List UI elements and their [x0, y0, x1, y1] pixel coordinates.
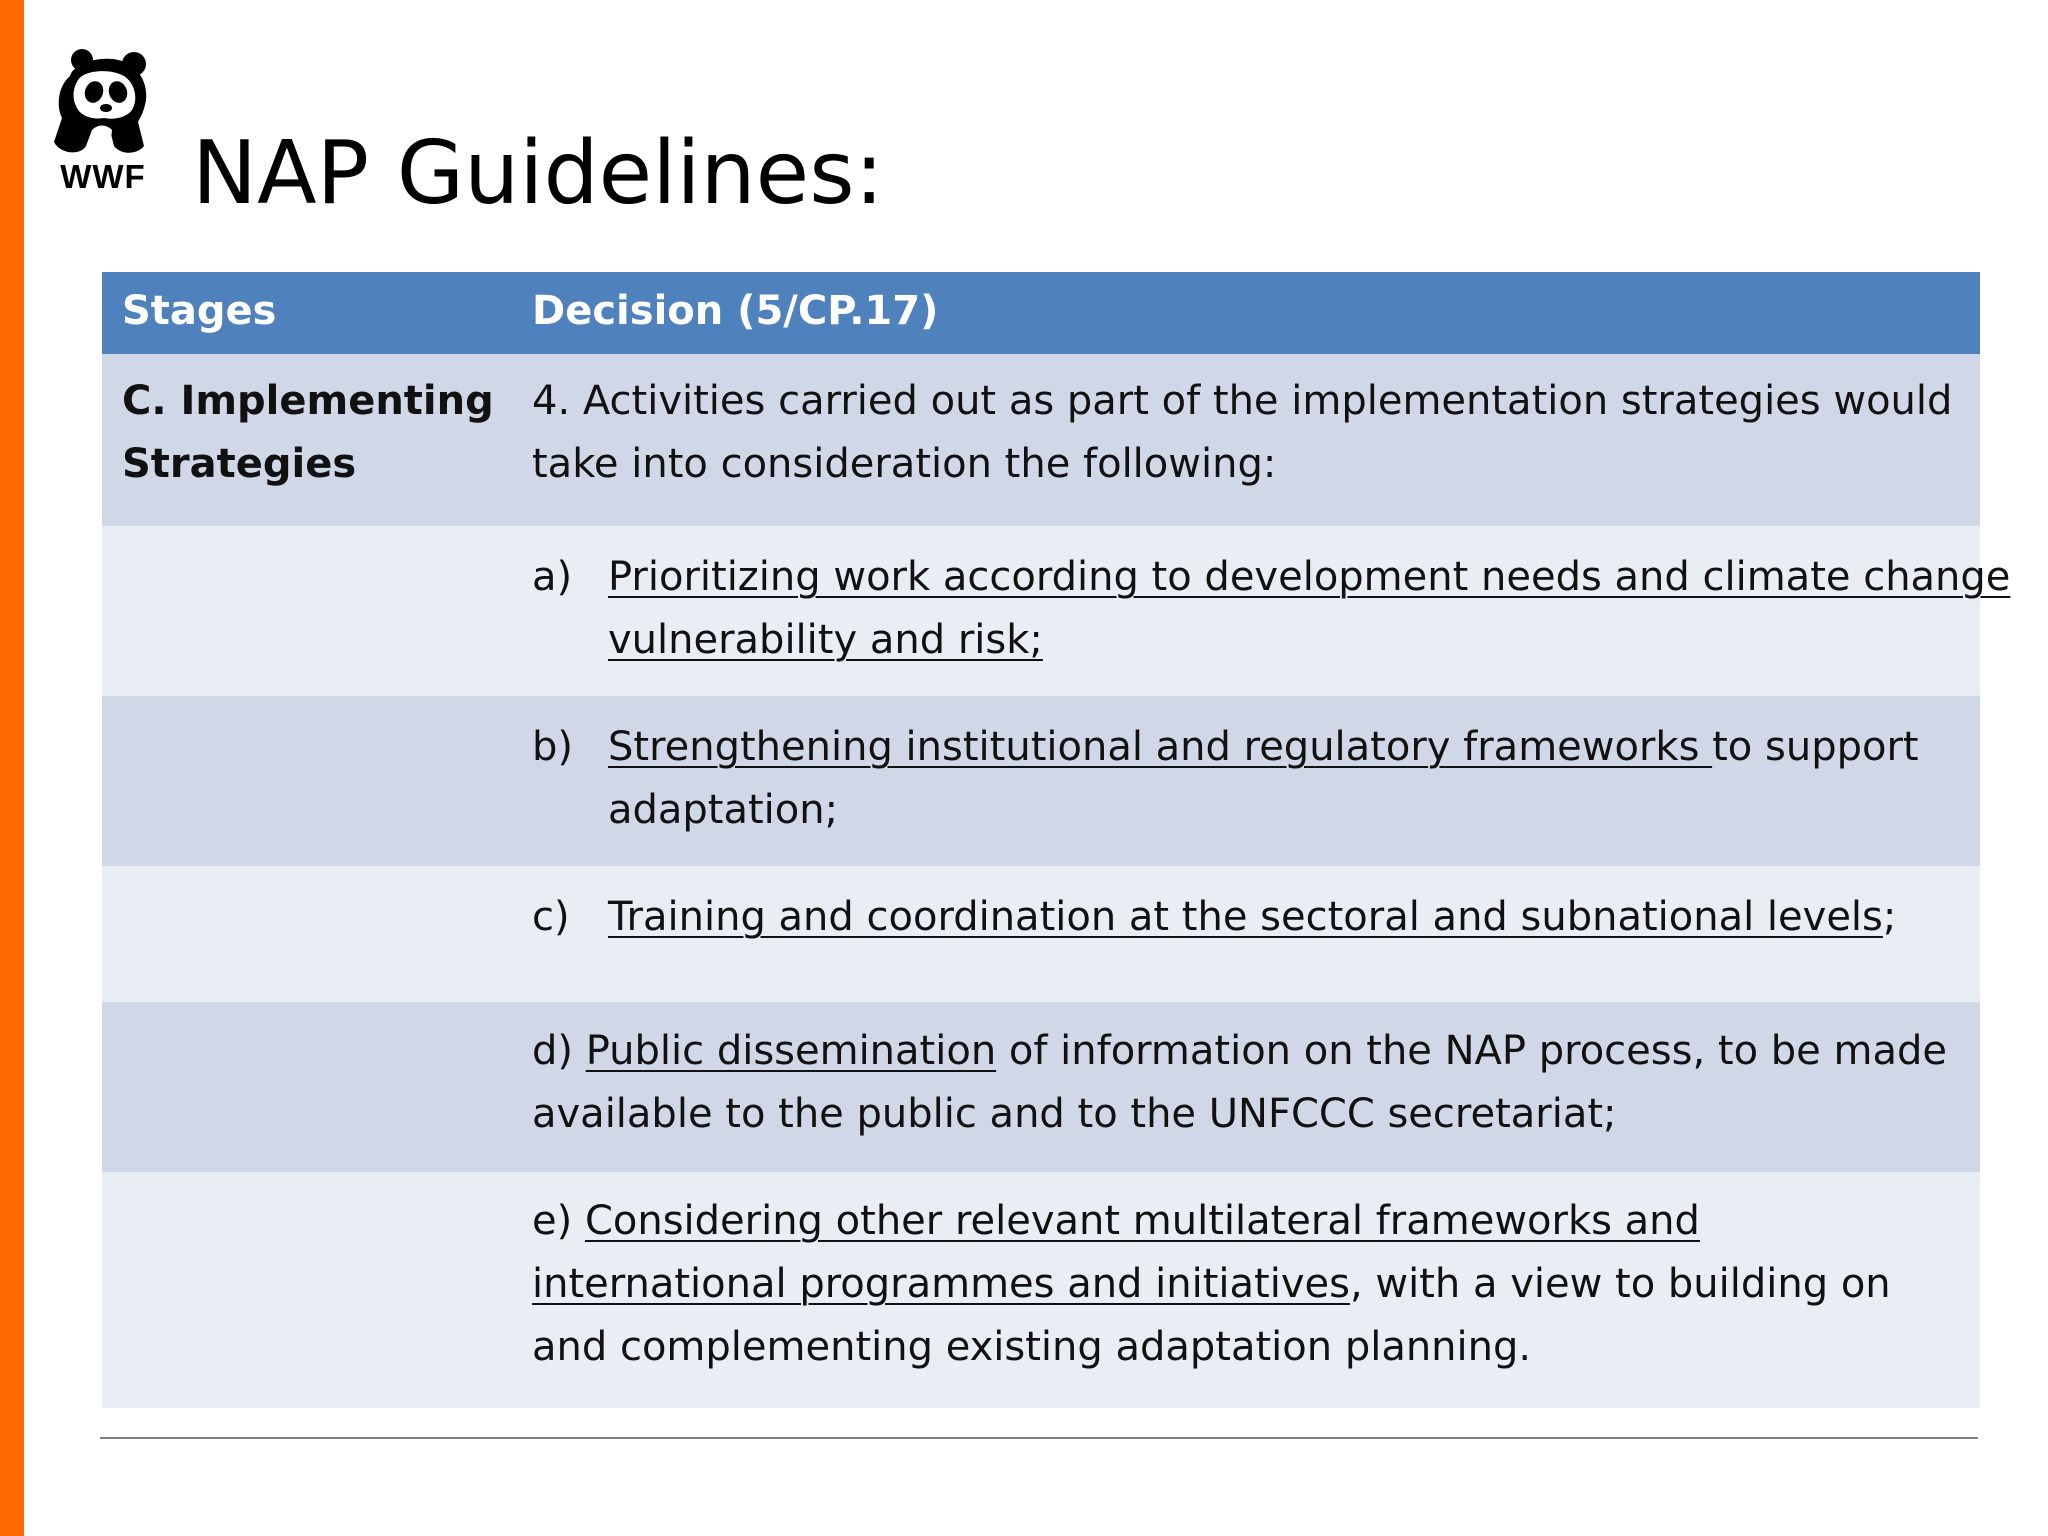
- item-underlined-text: Public dissemination: [585, 1028, 997, 1074]
- page-title: NAP Guidelines:: [192, 122, 884, 224]
- logo-text: WWF: [60, 158, 146, 195]
- header-stages: Stages: [122, 288, 277, 334]
- stage-cell: [122, 370, 502, 496]
- table-row: [102, 354, 1980, 526]
- table-row: [102, 1002, 1980, 1172]
- stage-line: C. Implementing: [122, 378, 494, 424]
- item-marker: c): [532, 894, 570, 940]
- guidelines-table: [102, 272, 2011, 1408]
- stage-line: Strategies: [122, 441, 357, 487]
- footer-divider: [100, 1437, 1978, 1439]
- item-underlined-text: Training and coordination at the sectoral and subnational levels: [608, 894, 1883, 940]
- decision-item-c: [532, 886, 2038, 949]
- decision-cell: 4. Activities carried out as part of the implementation strategies would take into consideration the following:: [532, 378, 1953, 487]
- decision-item-b: [532, 716, 2038, 842]
- table-row: [102, 866, 1980, 1002]
- item-marker: a): [532, 554, 573, 600]
- item-text: ;: [1882, 894, 1897, 940]
- decision-item-d: [532, 1020, 1962, 1146]
- item-text: , with a view to building on and complementing existing adaptation planning.: [532, 1261, 1891, 1370]
- table-row: [102, 696, 1980, 866]
- wwf-logo: [48, 46, 158, 196]
- table-header-row: [102, 272, 1980, 354]
- item-marker: e): [532, 1198, 573, 1244]
- item-marker: b): [532, 724, 573, 770]
- header-decision: Decision (5/CP.17): [532, 288, 939, 334]
- decision-item-e: [532, 1190, 1962, 1379]
- table-row: [102, 526, 2011, 696]
- item-underlined-text: Strengthening institutional and regulatory frameworks: [608, 724, 1713, 770]
- item-text: to support adaptation;: [608, 724, 1919, 833]
- item-text: of information on the NAP process, to be made available to the public and to the UNFCCC secretariat;: [532, 1028, 1947, 1137]
- table-row: [102, 1172, 1980, 1408]
- item-underlined-text: Prioritizing work according to development needs and climate change vulnerability and risk;: [608, 554, 2011, 663]
- panda-icon: [48, 46, 158, 158]
- item-underlined-text: Considering other relevant multilateral frameworks and international programmes and initiatives: [532, 1198, 1700, 1307]
- item-marker: d): [532, 1028, 573, 1074]
- decision-item-a: [532, 546, 2038, 672]
- accent-bar: [0, 0, 24, 1536]
